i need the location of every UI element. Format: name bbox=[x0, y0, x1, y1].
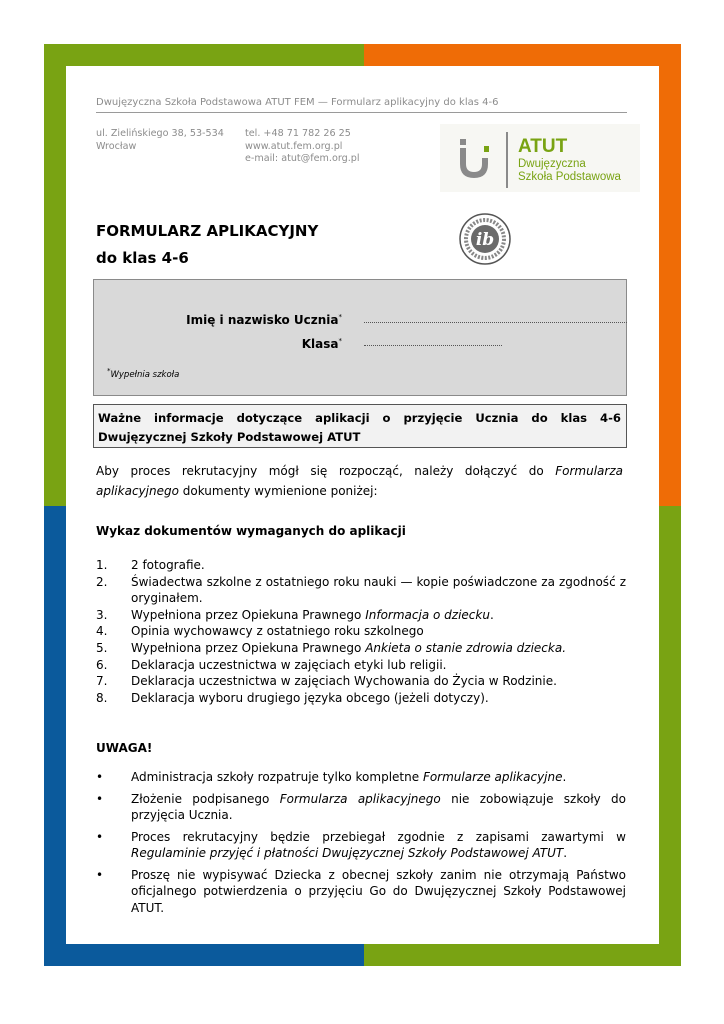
school-address: ul. Zielińskiego 38, 53-534 Wrocław bbox=[96, 128, 224, 152]
intro-paragraph: Aby proces rekrutacyjny mógł się rozpocząć, należy dołączyć do Formularza aplikacyjnego dokumenty wymienione poniżej: bbox=[96, 464, 623, 498]
documents-list bbox=[96, 557, 626, 706]
warnings-list bbox=[96, 769, 626, 921]
list-item: 8. Deklaracja wyboru drugiego języka obcego (jeżeli dotyczy). bbox=[96, 690, 489, 705]
list-item: 2. Świadectwa szkolne z ostatniego roku nauki — kopie poświadczone za zgodność z oryginałem. bbox=[96, 574, 626, 606]
documents-heading: Wykaz dokumentów wymaganych do aplikacji bbox=[96, 524, 406, 538]
student-name-field[interactable] bbox=[364, 322, 627, 323]
logo-line-1: Dwujęzyczna bbox=[518, 158, 586, 170]
atut-logo bbox=[440, 124, 640, 192]
list-item: 3. Wypełniona przez Opiekuna Prawnego Informacja o dziecku. bbox=[96, 607, 494, 622]
class-field[interactable] bbox=[364, 345, 502, 346]
list-item: 1. 2 fotografie. bbox=[96, 558, 205, 572]
class-label: Klasa* bbox=[301, 337, 342, 351]
page-title: FORMULARZ APLIKACYJNY do klas 4-6 bbox=[96, 222, 319, 267]
student-name-label: Imię i nazwisko Ucznia* bbox=[186, 313, 342, 327]
school-contact: tel. +48 71 782 26 25 www.atut.fem.org.pl e-mail: atut@fem.org.pl bbox=[245, 128, 360, 164]
warning-heading: UWAGA! bbox=[96, 741, 153, 755]
ib-world-school-logo-icon bbox=[458, 212, 512, 266]
list-item: 7. Deklaracja uczestnictwa w zajęciach Wychowania do Życia w Rodzinie. bbox=[96, 674, 557, 689]
logo-brand: ATUT bbox=[518, 136, 568, 157]
list-item: • Złożenie podpisanego Formularza aplikacyjnego nie zobowiązuje szkoły do przyjęcia Ucznia. bbox=[96, 791, 627, 822]
list-item: • Proszę nie wypisywać Dziecka z obecnej szkoły zanim nie otrzymają Państwo oficjalnego potwierdzenia o przyjęciu Go do Dwujęzycznej Szkoły Podstawowej ATUT. bbox=[96, 867, 626, 915]
list-item: • Administracja szkoły rozpatruje tylko kompletne Formularze aplikacyjne. bbox=[96, 770, 567, 784]
list-item: 5. Wypełniona przez Opiekuna Prawnego Ankieta o stanie zdrowia dziecka. bbox=[96, 640, 567, 655]
ib-logo-text: ib bbox=[475, 230, 495, 250]
list-item: • Proces rekrutacyjny będzie przebiegał zgodnie z zapisami zawartymi w Regulaminie przyjęć i płatności Dwujęzycznej Szkoły Podstawowej ATUT. bbox=[96, 829, 626, 860]
school-fill-note: *Wypełnia szkoła bbox=[107, 367, 180, 380]
list-item: 6. Deklaracja uczestnictwa w zajęciach etyki lub religii. bbox=[96, 657, 447, 672]
list-item: 4. Opinia wychowawcy z ostatniego roku szkolnego bbox=[96, 624, 424, 639]
document-header-line: Dwujęzyczna Szkoła Podstawowa ATUT FEM — Formularz aplikacyjny do klas 4-6 bbox=[96, 97, 627, 113]
important-info-box: Ważne informacje dotyczące aplikacji o przyjęcie Ucznia do klas 4-6 Dwujęzycznej Szkoły Podstawowej ATUT bbox=[93, 404, 627, 448]
logo-line-2: Szkoła Podstawowa bbox=[518, 171, 621, 183]
